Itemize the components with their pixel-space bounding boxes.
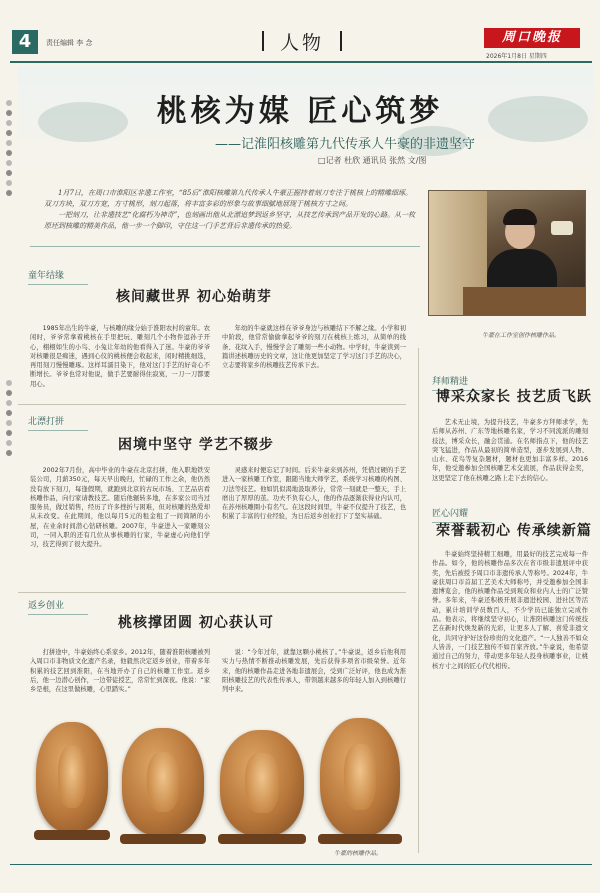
walnut-carving — [36, 722, 108, 832]
lead-paragraph — [44, 188, 416, 232]
divider — [262, 31, 264, 51]
section-kicker: 童年结缘 — [28, 268, 88, 285]
lead-text: 1月7日，在周口市淮阳区非遗工作室，“85后”淮阳核雕第九代传承人牛豪正握持着刻刀专注于桃核上的精雕细琢。双刀方块，双刀方宽，方寸桃形，刻刀起落，将丰富多彩的形象与故事细腻地展现于桃核方寸之间。 — [44, 189, 412, 208]
paragraph: 打拼途中，牛豪始终心系家乡。2012年，随着淮阳核雕被列入周口市非物质文化遗产名录，他毅然决定返乡创业，带着多年积累的技艺回到淮阳，在当地开办了自己的核雕工作室。返乡后，他一边潜心创作，一边带徒授艺，常常忙到深夜。他说：“家乡是根，在这里做核雕，心里踏实。” — [30, 649, 210, 694]
article-column — [30, 324, 210, 396]
article-column — [222, 466, 406, 586]
top-rule — [10, 61, 592, 63]
portrait-caption: 牛豪在工作室创作核雕作品。 — [482, 332, 561, 339]
article-column — [432, 418, 588, 506]
paragraph: 年幼的牛豪就这样在爷爷身边与核雕结下不解之缘。小学和初中阶段，他常常偷偷拿起爷爷的刻刀在桃核上练习，从简单的线条、花纹入手，慢慢学会了雕刻一些小动物。中学时，牛豪读到一篇讲述核雕历史的文章，这让他更加坚定了学习这门手艺的决心，立志要将家乡的核雕技艺传承下去。 — [222, 325, 406, 370]
divider — [30, 246, 420, 247]
person-hair-shape — [503, 209, 537, 225]
section-kicker: 拜师精进 — [432, 374, 492, 391]
divider — [340, 31, 342, 51]
page-number: 4 — [12, 30, 38, 54]
newspaper-logo: 周口晚报 — [484, 28, 580, 48]
portrait-photo — [428, 190, 586, 316]
paragraph: 1985年出生的牛豪，与核雕的缘分始于淮阳农村的童年。农闲时，爷爷常拿着桃核在手里把玩、雕刻几个小物件逗孙子开心，栩栩如生的小鸟、小兔让年幼的他看得入了迷。牛豪的爷爷对核雕很是痴迷，遇到心仪的桃核便会收起来，闲时精挑细选，再用刻刀慢慢雕琢。这样耳濡目染下，他对这门手艺的好奇心不断增长。爷爷也常对他说，做手艺要耐得住寂寞，一刀一刀都要用心。 — [30, 325, 210, 388]
section-title: 人物 — [280, 31, 325, 54]
section-bar — [262, 28, 342, 54]
walnut-carving — [320, 718, 400, 836]
walnut-carving — [220, 730, 304, 836]
workbench-shape — [463, 287, 586, 316]
section-heading: 核间藏世界 初心始萌芽 — [116, 289, 272, 305]
section-kicker: 匠心闪耀 — [432, 506, 492, 523]
date-line: 2026年1月8日 星期四 — [486, 53, 547, 60]
section-kicker: 北漂打拼 — [28, 414, 88, 431]
paragraph: 灵感来时便忘记了时间。后来牛豪来到苏州，凭借过硬的手艺进入一家核雕工作室，跟随当地大师学艺，系统学习核雕的构图、刀法等技艺。他如饥似渴地汲取养分，常常一刻就是一整天，手上磨出了厚厚的茧。功夫不负有心人，他的作品逐渐获得业内认可，在苏州核雕圈小有名气。在这段时间里，牛豪不仅提升了技艺，也积累了丰富的行业经验，为日后返乡创业打下了坚实基础。 — [222, 467, 406, 521]
carving-base — [120, 834, 206, 844]
paragraph: 牛豪始终坚持精工细雕，用最好的技艺完成每一件作品。如今，他的核雕作品多次在省市级非遗展评中获奖，先后被授予周口市非遗传承人等称号。2024年，牛豪获周口市首届工艺美术大师称号，并受邀参加全国非遗博览会，他的核雕作品受到观众和业内人士的广泛赞誉。多年来，牛豪还积极开展非遗进校园、进社区等活动，累计培训学员数百人，不少学员已能独立完成作品。他表示，将继续坚守初心，让淮阳核雕这门传统技艺在新时代焕发新的光彩，让更多人了解、喜爱非遗文化，共同守护好这份珍贵的文化遗产。“一人独善不如众人皆善，一门技艺独传不如百家齐放。”牛豪说，他希望通过自己的努力，带动更多年轻人投身核雕事业，让桃核方寸之间的匠心代代相传。 — [432, 551, 588, 670]
editor-line: 责任编辑 李 念 — [46, 39, 93, 47]
paragraph: 2002年7月份，高中毕业的牛豪在北京打拼，他入职地铁安装公司，月薪350元，每天早出晚归，忙碌的工作之余，他仍然没有放下刻刀，每逢假期，就跑到北京的古玩市场、工艺品店看核雕作品，向行家请教技艺。随后他辗转多地，在多家公司当过服务员，做过销售，经历了许多挫折与困难，但对核雕的热爱却从未改变。在此期间，他以每月5元的租金租了一间简陋的小屋，在业余时间潜心钻研核雕。2007年，牛豪进入一家雕刻公司，一同入职的还有几位从事核雕的行家，牛豪虚心向他们学习，技艺得到了很大提升。 — [30, 467, 210, 549]
divider — [18, 404, 406, 405]
article-column — [222, 324, 406, 396]
section-heading: 博采众家长 技艺质飞跃 — [436, 389, 592, 405]
walnut-carving — [122, 728, 204, 836]
paragraph: 说：“今年过年，就靠这颗小桃核了。”牛豪说，返乡后他利用实力与热情不断推动核雕发展，先后获得多项省市级荣誉。近年来，他的核雕作品走进各地非遗展会，受到广泛好评，他也成为淮阳核雕技艺的代表性传承人，带领越来越多的年轻人加入到核雕行列中来。 — [222, 649, 406, 694]
bottom-rule — [10, 864, 592, 865]
byline: □记者 杜欣 通讯员 张然 文/图 — [318, 156, 427, 165]
carving-base — [218, 834, 306, 844]
section-heading: 桃核撑团圆 初心获认可 — [118, 615, 274, 631]
lamp-shape — [551, 221, 573, 235]
carvings-caption: 牛豪的核雕作品。 — [334, 850, 383, 857]
decorative-dots — [6, 380, 14, 460]
section-heading: 荣誉载初心 传承续新篇 — [436, 523, 592, 539]
carving-base — [318, 834, 402, 844]
paragraph: 艺术无止境，为提升技艺，牛豪多方拜师求学，先后师从苏州、广东等地核雕名家，学习不同流派的雕刻技法，博采众长，融会贯通。在名师指点下，他的技艺突飞猛进，作品从最初的简单造型，逐步发展到人物、山水、花鸟等复杂题材，题材也更加丰富多样。2016年，他受邀参加全国核雕艺术交流展，作品获得金奖，这更坚定了他在核雕之路上走下去的信心。 — [432, 419, 588, 482]
column-divider — [418, 348, 419, 853]
walnut-carvings-photo — [24, 688, 410, 856]
section-heading: 困境中坚守 学艺不辍步 — [118, 437, 274, 453]
section-kicker: 返乡创业 — [28, 598, 88, 615]
article-title: 桃核为媒 匠心筑梦 — [156, 94, 444, 129]
article-column — [30, 466, 210, 586]
carving-base — [34, 830, 110, 840]
masthead — [0, 0, 600, 58]
article-subtitle: ——记淮阳核雕第九代传承人牛豪的非遗坚守 — [214, 137, 475, 152]
article-column — [432, 550, 588, 856]
divider — [18, 592, 406, 593]
lead-text: 一把刻刀，让非遗技艺“化腐朽为神奇”，也刻画出他从北漂追梦到返乡坚守，从技艺传承到产品开发的心路。从一枚原坯到核雕的精美作品，他一步一个脚印，守住这一门手艺背后非遗传承的热爱。 — [44, 211, 416, 230]
